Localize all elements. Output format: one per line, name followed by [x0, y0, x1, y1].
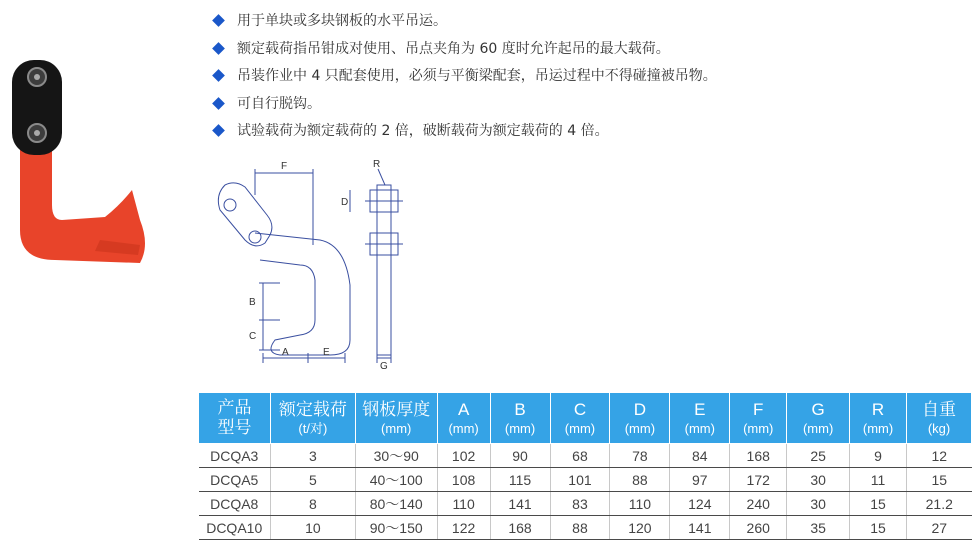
table-cell: DCQA10: [199, 516, 271, 540]
table-cell: 30～90: [355, 444, 437, 468]
table-cell: 68: [550, 444, 610, 468]
dimension-label-r: R: [373, 159, 381, 170]
table-cell: 101: [550, 468, 610, 492]
feature-item: 额定载荷指吊钳成对使用、吊点夹角为 60 度时允许起吊的最大载荷。: [210, 36, 717, 64]
column-header: 产品 型号: [199, 393, 271, 444]
table-cell: 88: [550, 516, 610, 540]
table-cell: 12: [907, 444, 972, 468]
diamond-bullet-icon: [212, 124, 225, 137]
table-cell: 35: [787, 516, 850, 540]
table-cell: 88: [610, 468, 670, 492]
column-header: R (mm): [850, 393, 907, 444]
specification-table: [198, 392, 972, 540]
table-cell: 15: [850, 492, 907, 516]
table-row: [199, 468, 972, 492]
dimension-label-c: C: [249, 331, 257, 342]
table-header-row: [199, 393, 972, 444]
table-cell: 120: [610, 516, 670, 540]
dimension-label-g: G: [380, 361, 388, 370]
table-cell: 90～150: [355, 516, 437, 540]
column-header: B (mm): [490, 393, 550, 444]
table-cell: 78: [610, 444, 670, 468]
table-cell: 80～140: [355, 492, 437, 516]
column-header: 钢板厚度 (mm): [355, 393, 437, 444]
table-cell: 11: [850, 468, 907, 492]
table-cell: 97: [670, 468, 730, 492]
table-cell: 25: [787, 444, 850, 468]
table-cell: 172: [730, 468, 787, 492]
table-cell: 141: [490, 492, 550, 516]
table-cell: 102: [437, 444, 490, 468]
diamond-bullet-icon: [212, 14, 225, 27]
table-cell: 5: [270, 468, 355, 492]
feature-list: [210, 8, 717, 146]
table-cell: 3: [270, 444, 355, 468]
table-cell: 90: [490, 444, 550, 468]
table-cell: DCQA3: [199, 444, 271, 468]
diamond-bullet-icon: [212, 97, 225, 110]
column-header: D (mm): [610, 393, 670, 444]
dimension-label-e: E: [323, 347, 330, 358]
table-cell: 15: [850, 516, 907, 540]
feature-item: 用于单块或多块钢板的水平吊运。: [210, 8, 717, 36]
table-cell: DCQA5: [199, 468, 271, 492]
diamond-bullet-icon: [212, 42, 225, 55]
table-cell: 240: [730, 492, 787, 516]
table-row: [199, 516, 972, 540]
dimension-label-f: F: [281, 161, 288, 172]
table-cell: 141: [670, 516, 730, 540]
table-cell: 30: [787, 468, 850, 492]
table-cell: 168: [490, 516, 550, 540]
table-cell: 9: [850, 444, 907, 468]
table-cell: 15: [907, 468, 972, 492]
table-cell: 84: [670, 444, 730, 468]
column-header: G (mm): [787, 393, 850, 444]
dimension-label-d: D: [341, 197, 349, 208]
dimension-label-a: A: [282, 347, 289, 358]
table-cell: 110: [437, 492, 490, 516]
table-cell: 110: [610, 492, 670, 516]
table-cell: 27: [907, 516, 972, 540]
column-header: 额定载荷 (t/对): [270, 393, 355, 444]
table-cell: 83: [550, 492, 610, 516]
column-header: C (mm): [550, 393, 610, 444]
clamp-photo: [0, 55, 160, 270]
dimension-label-b: B: [249, 297, 256, 308]
table-cell: 168: [730, 444, 787, 468]
diamond-bullet-icon: [212, 69, 225, 82]
table-cell: 40～100: [355, 468, 437, 492]
feature-item: 可自行脱钩。: [210, 91, 717, 119]
dimension-drawing: [205, 155, 420, 370]
column-header: F (mm): [730, 393, 787, 444]
table-cell: 108: [437, 468, 490, 492]
table-cell: 122: [437, 516, 490, 540]
table-cell: 8: [270, 492, 355, 516]
table-cell: 124: [670, 492, 730, 516]
table-cell: 260: [730, 516, 787, 540]
feature-item: 试验载荷为额定载荷的 2 倍，破断载荷为额定载荷的 4 倍。: [210, 118, 717, 146]
table-cell: DCQA8: [199, 492, 271, 516]
feature-item: 吊装作业中 4 只配套使用，必须与平衡梁配套，吊运过程中不得碰撞被吊物。: [210, 63, 717, 91]
table-cell: 30: [787, 492, 850, 516]
column-header: E (mm): [670, 393, 730, 444]
table-cell: 10: [270, 516, 355, 540]
table-cell: 21.2: [907, 492, 972, 516]
column-header: A (mm): [437, 393, 490, 444]
column-header: 自重 (kg): [907, 393, 972, 444]
table-row: [199, 444, 972, 468]
table-row: [199, 492, 972, 516]
table-cell: 115: [490, 468, 550, 492]
